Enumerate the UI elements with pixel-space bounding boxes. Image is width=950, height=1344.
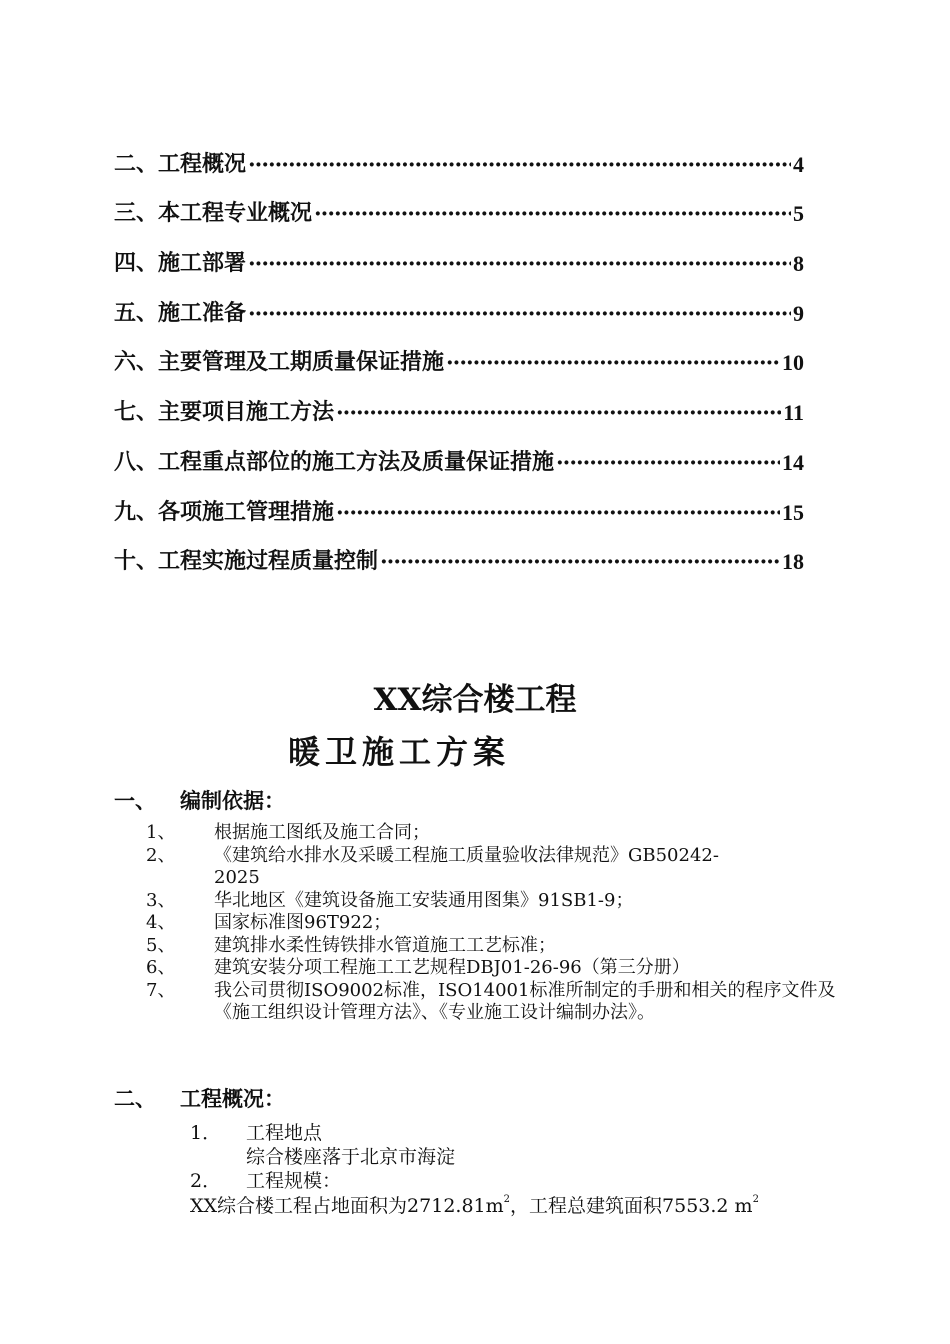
toc-entry-title: 四、施工部署 <box>114 251 247 277</box>
list-item-text: 《建筑给水排水及采暖工程施工质量验收法律规范》GB50242-2025 <box>214 844 719 888</box>
list-item <box>146 980 844 1025</box>
toc-leader-dots <box>336 500 780 526</box>
list-item-number: 5、 <box>146 934 176 956</box>
overview-item-1 <box>190 1122 322 1145</box>
toc-page-number: 15 <box>782 499 804 525</box>
list-item <box>146 845 844 890</box>
section-title: 工程概况： <box>180 1087 285 1111</box>
toc-entry[interactable] <box>114 227 804 277</box>
superscript: 2 <box>503 1194 511 1205</box>
list-item-number: 7、 <box>146 979 176 1001</box>
section-title: 编制依据： <box>180 789 285 813</box>
overview-item-2 <box>190 1170 341 1193</box>
toc-leader-dots <box>336 400 781 426</box>
section-number: 二、 <box>114 1087 156 1111</box>
scale-text-part-a: XX综合楼工程占地面积为2712.81m <box>190 1195 504 1217</box>
toc-page-number: 5 <box>793 201 804 227</box>
list-item-text: 建筑排水柔性铸铁排水管道施工工艺标准； <box>214 934 556 956</box>
overview-scale-text <box>190 1195 759 1218</box>
superscript: 2 <box>752 1194 759 1205</box>
toc-page-number: 10 <box>782 350 804 376</box>
overview-location-text: 综合楼座落于北京市海淀 <box>246 1146 456 1168</box>
toc-entry-title: 六、主要管理及工期质量保证措施 <box>114 350 445 376</box>
toc-page-number: 9 <box>793 300 804 326</box>
list-item <box>146 890 844 913</box>
list-item <box>146 935 844 958</box>
toc-page-number: 14 <box>782 449 804 475</box>
item-label: 工程规模： <box>246 1170 342 1192</box>
toc-leader-dots <box>446 350 780 376</box>
toc-entry[interactable] <box>114 476 804 526</box>
toc-entry[interactable] <box>114 277 804 327</box>
toc-page-number: 11 <box>783 400 804 426</box>
toc-leader-dots <box>248 301 791 327</box>
list-item-number: 6、 <box>146 957 176 978</box>
list-item <box>146 822 844 845</box>
list-item-text: 我公司贯彻ISO9002标准，ISO14001标准所制定的手册和相关的程序文件及《施工组织设计管理方法》、《专业施工设计编制办法》。 <box>214 979 836 1023</box>
list-item-text: 根据施工图纸及施工合同； <box>214 822 430 843</box>
toc-page-number: 4 <box>793 151 804 177</box>
item-number: 1． <box>190 1122 222 1144</box>
section-heading-basis <box>114 785 285 815</box>
toc-entry[interactable] <box>114 128 804 178</box>
toc-page-number: 8 <box>793 251 804 277</box>
basis-list <box>146 822 844 1025</box>
toc-entry-title: 五、施工准备 <box>114 300 247 326</box>
toc-entry[interactable] <box>114 526 804 576</box>
toc-entry-title: 七、主要项目施工方法 <box>114 400 335 426</box>
toc-leader-dots <box>380 549 780 575</box>
scale-text-part-b: ，工程总建筑面积7553.2 m <box>510 1195 753 1217</box>
item-label: 工程地点 <box>246 1122 323 1144</box>
table-of-contents <box>114 128 804 575</box>
toc-entry-title: 八、工程重点部位的施工方法及质量保证措施 <box>114 449 555 475</box>
toc-entry[interactable] <box>114 426 804 476</box>
list-item-number: 2、 <box>146 844 176 866</box>
toc-page-number: 18 <box>782 549 804 575</box>
list-item-text: 建筑安装分项工程施工工艺规程DBJ01-26-96（第三分册） <box>214 957 690 978</box>
toc-leader-dots <box>314 201 791 227</box>
list-item-number: 3、 <box>146 889 176 911</box>
toc-entry-title: 三、本工程专业概况 <box>114 201 313 227</box>
toc-leader-dots <box>248 152 791 178</box>
section-heading-overview <box>114 1083 285 1113</box>
list-item-text: 国家标准图96T922； <box>214 912 392 933</box>
list-item-number: 1、 <box>146 822 176 843</box>
toc-entry[interactable] <box>114 376 804 426</box>
list-item <box>146 957 844 980</box>
toc-entry-title: 十、工程实施过程质量控制 <box>114 549 379 575</box>
list-item-text: 华北地区《建筑设备施工安装通用图集》91SB1-9； <box>214 889 634 911</box>
toc-entry-title: 九、各项施工管理措施 <box>114 499 335 525</box>
toc-entry-title: 二、工程概况 <box>114 151 247 177</box>
toc-entry[interactable] <box>114 327 804 377</box>
toc-leader-dots <box>556 450 780 476</box>
toc-entry[interactable] <box>114 178 804 228</box>
section-number: 一、 <box>114 789 156 813</box>
item-number: 2． <box>190 1170 222 1192</box>
document-subtitle: 暖卫施工方案 <box>288 733 511 771</box>
toc-leader-dots <box>248 251 791 277</box>
document-title: XX综合楼工程 <box>373 682 577 718</box>
list-item-number: 4、 <box>146 912 176 933</box>
list-item <box>146 912 844 935</box>
